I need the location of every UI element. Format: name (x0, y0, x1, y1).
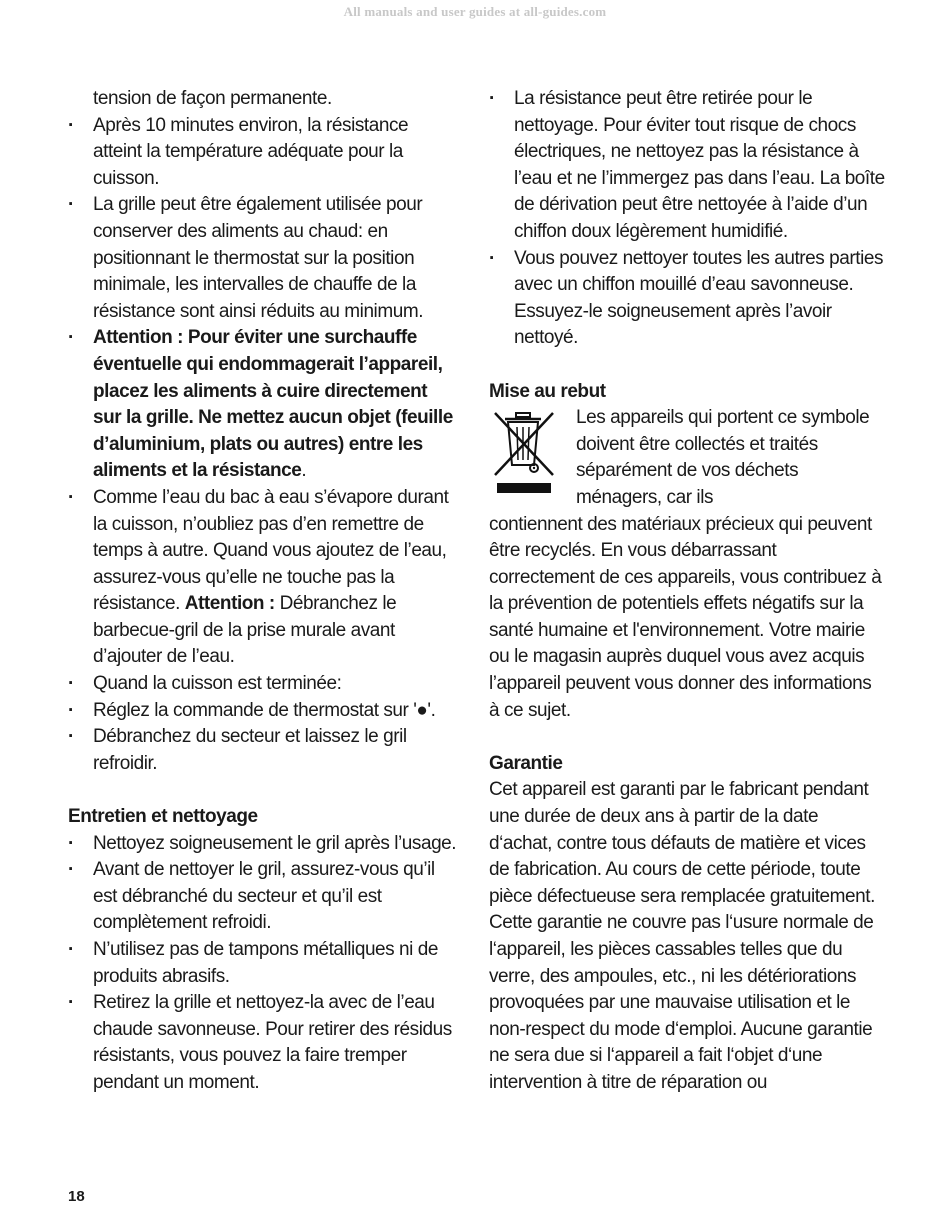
list-item: · Comme l’eau du bac à eau s’évapore durant la cuisson, n’oubliez pas d’en remettre de temps à autre. Quand vous ajoutez de l’eau, assurez-vous qu’elle ne touche pas la résistance. Attention : Débranchez le barbecue-gril de la prise murale avant d’ajouter de l’eau. (68, 485, 458, 671)
list-item-warning: · Attention : Pour éviter une surchauffe éventuelle qui endommagerait l’appareil, placez les aliments à cuire directement sur la grille. Ne mettez aucun objet (feuille d’aluminium, plats ou autres) entre les aliments et la résistance. (68, 325, 458, 485)
warranty-text: Cet appareil est garanti par le fabricant pendant une durée de deux ans à partir de la date d‘achat, contre tous défauts de matière et vices de fabrication. Au cours de cette période, toute pièce défectueuse sera remplacée gratuitement. Cette garantie ne couvre pas l‘usure normale de l‘appareil, les pièces cassables telles que du verre, des ampoules, etc., ni les détériorations provoquées par une mauvaise utilisation et le non-respect du mode d‘emploi. Aucune garantie ne sera due si l‘appareil a fait l‘objet d‘une intervention à titre de réparation ou (489, 779, 875, 1093)
warning-text: Attention : Pour éviter une surchauffe éventuelle qui endommagerait l’appareil, placez les aliments à cuire directement sur la grille. Ne mettez aucun objet (feuille d’aluminium, plats ou autres) entre les aliments et la résistance (93, 327, 453, 482)
list-item: · Retirez la grille et nettoyez-la avec de l’eau chaude savonneuse. Pour retirer des résidus résistants, vous pouvez la faire tremper pendant un moment. (68, 990, 458, 1096)
list-item: · Débranchez du secteur et laissez le gril refroidir. (68, 724, 458, 777)
list-item: · Nettoyez soigneusement le gril après l’usage. (68, 831, 458, 858)
maintenance-bullet-list (68, 831, 458, 1097)
page-number: 18 (68, 1188, 85, 1205)
right-column (489, 86, 885, 1097)
disposal-text-continued: contiennent des matériaux précieux qui peuvent être recyclés. En vous débarrassant correctement de ces appareils, vous contribuez à la prévention de potentiels effets négatifs sur la santé humaine et l'environnement. Votre mairie ou le magasin auprès duquel vous avez acquis l’appareil peuvent vous donner des informations à ce sujet. (489, 513, 882, 721)
disposal-section (489, 405, 885, 724)
list-item: · Vous pouvez nettoyer toutes les autres parties avec un chiffon mouillé d’eau savonneuse. Essuyez-le soigneusement après l’avoir nettoyé. (489, 246, 885, 352)
list-item: · La résistance peut être retirée pour le nettoyage. Pour éviter tout risque de chocs électriques, ne nettoyez pas la résistance à l’eau et ne l’immergez pas dans l’eau. La boîte de dérivation peut être nettoyée à l’aide d’un chiffon doux légèrement humidifié. (489, 86, 885, 246)
cleaning-bullet-list (489, 86, 885, 352)
crossed-out-wheelie-bin-icon (489, 407, 559, 503)
weee-black-bar (497, 483, 551, 493)
continuation-text: tension de façon permanente. (93, 88, 332, 109)
disposal-text: Les appareils qui portent ce symbole doivent être collectés et traités séparément de vos déchets ménagers, car ils (576, 407, 870, 508)
list-item: · La grille peut être également utilisée pour conserver des aliments au chaud: en positionnant le thermostat sur la position minimale, les intervalles de chauffe de la résistance sont ainsi réduits au minimum. (68, 192, 458, 325)
usage-bullet-list (68, 113, 458, 778)
section-heading-maintenance: Entretien et nettoyage (68, 806, 258, 828)
list-item: · Après 10 minutes environ, la résistance atteint la température adéquate pour la cuisson. (68, 113, 458, 193)
left-column (68, 86, 458, 1097)
list-item: · Réglez la commande de thermostat sur '●'. (68, 698, 458, 725)
watermark: All manuals and user guides at all-guides.com (343, 4, 607, 19)
section-heading-warranty: Garantie (489, 752, 563, 774)
section-heading-disposal: Mise au rebut (489, 380, 606, 402)
list-item: · Quand la cuisson est terminée: (68, 671, 458, 698)
list-item: · N’utilisez pas de tampons métalliques ni de produits abrasifs. (68, 937, 458, 990)
list-item: · Avant de nettoyer le gril, assurez-vous qu’il est débranché du secteur et qu’il est complètement refroidi. (68, 857, 458, 937)
warning-label: Attention : (184, 593, 275, 615)
